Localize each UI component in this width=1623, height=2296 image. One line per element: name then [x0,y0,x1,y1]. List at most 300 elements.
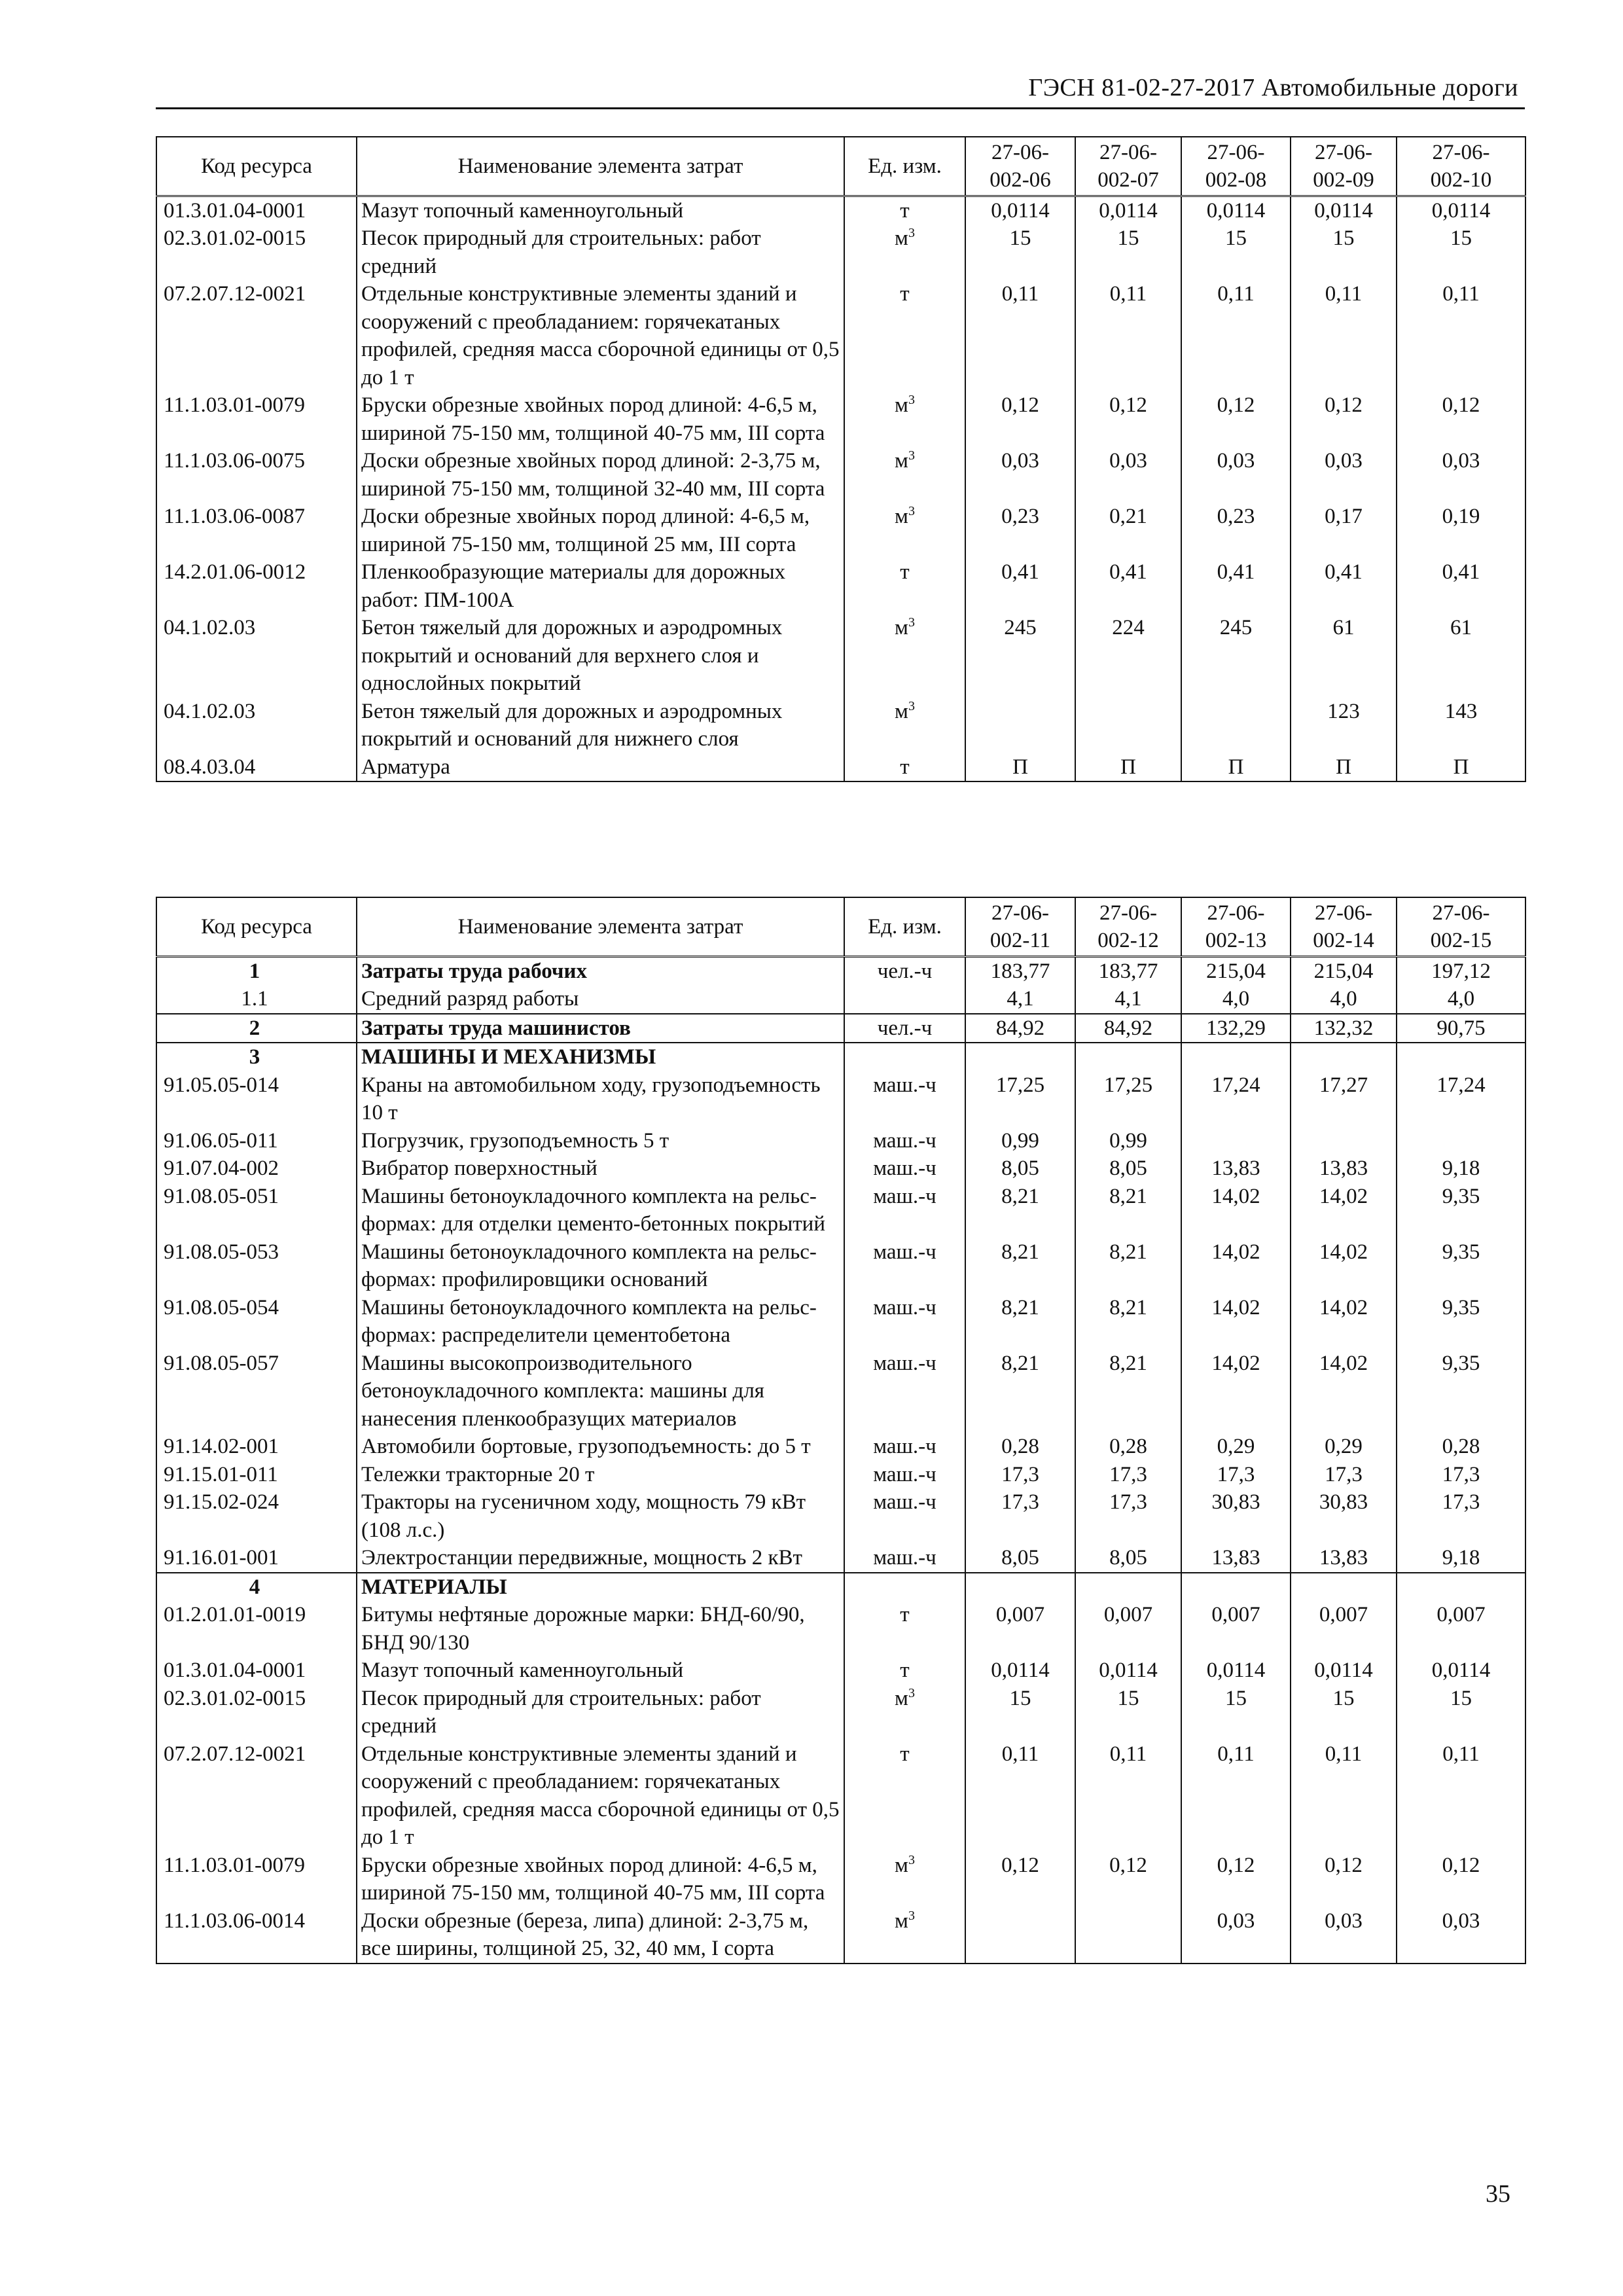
resource-unit: чел.-ч [844,1014,965,1043]
norm-value: 14,02 [1291,1350,1397,1433]
norm-value: 30,83 [1181,1488,1291,1544]
norm-value: 0,03 [1181,1907,1291,1964]
norm-value: 8,05 [965,1544,1075,1573]
norm-value [1397,1127,1525,1155]
norm-value: 224 [1075,614,1181,698]
norm-value: 8,21 [1075,1238,1181,1294]
norm-value: 15 [1397,224,1525,280]
norm-value: 8,21 [1075,1294,1181,1350]
norm-value: 123 [1291,698,1397,753]
table-row [156,1461,1525,1489]
resource-code: 11.1.03.06-0087 [156,503,357,558]
norm-value: 0,41 [965,558,1075,614]
norm-value: 0,11 [1291,280,1397,391]
norm-value: 61 [1397,614,1525,698]
column-header-norm-1: 27-06- 002-06 [965,137,1075,196]
resource-name: Песок природный для строительных: работ средний [357,1685,844,1740]
resource-unit: $м^3$ [844,503,965,558]
norm-value: 14,02 [1181,1238,1291,1294]
norm-value: 0,19 [1397,503,1525,558]
resource-table-1-body [156,196,1525,781]
table-row [156,1043,1525,1071]
resource-code: 11.1.03.01-0079 [156,1852,357,1907]
resource-code: 02.3.01.02-0015 [156,224,357,280]
resource-unit: $м^3$ [844,614,965,698]
norm-value [965,698,1075,753]
norm-value: 13,83 [1291,1544,1397,1573]
norm-value: 14,02 [1291,1238,1397,1294]
resource-code: 91.06.05-011 [156,1127,357,1155]
resource-code: 01.3.01.04-0001 [156,1657,357,1685]
norm-value: 0,007 [1291,1601,1397,1657]
norm-value: 0,11 [1075,280,1181,391]
norm-value: 0,03 [1397,1907,1525,1964]
norm-value: 0,0114 [1291,196,1397,224]
norm-value: П [1181,753,1291,782]
norm-value: 0,12 [1181,391,1291,447]
resource-name: Бруски обрезные хвойных пород длиной: 4-6,5 м, шириной 75-150 мм, толщиной 40-75 мм, III сорта [357,1852,844,1907]
resource-name: Тележки тракторные 20 т [357,1461,844,1489]
resource-unit: маш.-ч [844,1127,965,1155]
norm-value [1075,1907,1181,1964]
norm-value: 30,83 [1291,1488,1397,1544]
norm-value: 8,21 [965,1350,1075,1433]
resource-name: Машины бетоноукладочного комплекта на рельс-формах: распределители цементобетона [357,1294,844,1350]
norm-value: 0,12 [1181,1852,1291,1907]
norm-value [1181,1573,1291,1602]
table-row [156,1657,1525,1685]
resource-code: 04.1.02.03 [156,698,357,753]
norm-value: 9,35 [1397,1238,1525,1294]
resource-unit: т [844,558,965,614]
norm-value: 0,11 [1397,280,1525,391]
resource-unit: т [844,280,965,391]
column-header-name: Наименование элемента затрат [357,897,844,956]
norm-value: 0,17 [1291,503,1397,558]
norm-value [965,1573,1075,1602]
norm-value: 15 [1397,1685,1525,1740]
norm-value: 0,0114 [965,196,1075,224]
table-row [156,1127,1525,1155]
column-header-norm-3: 27-06- 002-08 [1181,137,1291,196]
norm-value: 15 [965,224,1075,280]
table-row [156,447,1525,503]
resource-code: 91.16.01-001 [156,1544,357,1573]
column-header-norm-4: 27-06- 002-14 [1291,897,1397,956]
norm-value: 17,3 [965,1461,1075,1489]
resource-table-2 [156,897,1526,1964]
resource-name: Средний разряд работы [357,985,844,1014]
norm-value: 15 [1075,1685,1181,1740]
norm-value: 0,12 [1075,391,1181,447]
norm-value: 4,1 [965,985,1075,1014]
resource-unit: т [844,1657,965,1685]
norm-value: 0,007 [965,1601,1075,1657]
resource-code: 01.2.01.01-0019 [156,1601,357,1657]
resource-name: Бетон тяжелый для дорожных и аэродромных покрытий и оснований для нижнего слоя [357,698,844,753]
resource-unit: маш.-ч [844,1238,965,1294]
column-header-norm-3: 27-06- 002-13 [1181,897,1291,956]
resource-name: Мазут топочный каменноугольный [357,1657,844,1685]
norm-value: П [1291,753,1397,782]
norm-value: 132,32 [1291,1014,1397,1043]
resource-unit: маш.-ч [844,1155,965,1183]
resource-code: 11.1.03.01-0079 [156,391,357,447]
norm-value: 0,03 [1181,447,1291,503]
norm-value: 9,18 [1397,1155,1525,1183]
norm-value: 15 [1075,224,1181,280]
resource-code: 01.3.01.04-0001 [156,196,357,224]
norm-value: 17,3 [1075,1488,1181,1544]
table-row [156,956,1525,985]
norm-value: 14,02 [1181,1294,1291,1350]
norm-value [965,1043,1075,1071]
column-header-norm-5: 27-06- 002-15 [1397,897,1525,956]
document-header-title: ГЭСН 81-02-27-2017 Автомобильные дороги [1028,74,1518,101]
resource-unit: т [844,1601,965,1657]
resource-name: Отдельные конструктивные элементы зданий и сооружений с преобладанием: горячекатаных профилей, средняя масса сборочной единицы от 0,5 до 1 т [357,280,844,391]
resource-name: Электростанции передвижные, мощность 2 кВт [357,1544,844,1573]
norm-value: 0,007 [1181,1601,1291,1657]
resource-name: Доски обрезные хвойных пород длиной: 4-6,5 м, шириной 75-150 мм, толщиной 25 мм, III сорта [357,503,844,558]
norm-value: 215,04 [1181,956,1291,985]
norm-value: 14,02 [1181,1350,1291,1433]
table-row [156,1685,1525,1740]
resource-name: Пленкообразующие материалы для дорожных работ: ПМ-100А [357,558,844,614]
norm-value: 8,05 [1075,1544,1181,1573]
resource-unit [844,1043,965,1071]
norm-value: 9,35 [1397,1183,1525,1238]
norm-value: 0,41 [1397,558,1525,614]
table-row [156,280,1525,391]
resource-name: Доски обрезные хвойных пород длиной: 2-3,75 м, шириной 75-150 мм, толщиной 32-40 мм, III сорта [357,447,844,503]
resource-name: Отдельные конструктивные элементы зданий и сооружений с преобладанием: горячекатаных профилей, средняя масса сборочной единицы от 0,5 до 1 т [357,1740,844,1852]
norm-value: 0,23 [1181,503,1291,558]
norm-value: 245 [1181,614,1291,698]
norm-value: 0,28 [1075,1433,1181,1461]
norm-value: 13,83 [1291,1155,1397,1183]
table-row [156,1294,1525,1350]
norm-value: 17,3 [1397,1488,1525,1544]
table-row [156,1071,1525,1127]
resource-unit: т [844,196,965,224]
norm-value [1181,1127,1291,1155]
resource-code: 91.14.02-001 [156,1433,357,1461]
norm-value: 183,77 [965,956,1075,985]
resource-name: МАТЕРИАЛЫ [357,1573,844,1602]
resource-unit [844,1573,965,1602]
column-header-norm-2: 27-06- 002-12 [1075,897,1181,956]
resource-code: 04.1.02.03 [156,614,357,698]
resource-code: 02.3.01.02-0015 [156,1685,357,1740]
norm-value [965,1907,1075,1964]
resource-code: 3 [156,1043,357,1071]
norm-value [1397,1573,1525,1602]
column-header-code: Код ресурса [156,137,357,196]
norm-value: 17,24 [1181,1071,1291,1127]
norm-value: 17,27 [1291,1071,1397,1127]
norm-value: 0,41 [1075,558,1181,614]
resource-code: 2 [156,1014,357,1043]
norm-value: 0,007 [1397,1601,1525,1657]
resource-name: МАШИНЫ И МЕХАНИЗМЫ [357,1043,844,1071]
resource-code: 4 [156,1573,357,1602]
column-header-norm-2: 27-06- 002-07 [1075,137,1181,196]
resource-name: Вибратор поверхностный [357,1155,844,1183]
resource-unit: т [844,753,965,782]
norm-value: П [965,753,1075,782]
resource-name: Арматура [357,753,844,782]
norm-value [1291,1043,1397,1071]
resource-name: Бетон тяжелый для дорожных и аэродромных покрытий и оснований для верхнего слоя и однослойных покрытий [357,614,844,698]
norm-value: 0,0114 [1291,1657,1397,1685]
resource-code: 07.2.07.12-0021 [156,1740,357,1852]
norm-value [1075,1043,1181,1071]
norm-value: 84,92 [1075,1014,1181,1043]
norm-value: 14,02 [1291,1294,1397,1350]
norm-value: 183,77 [1075,956,1181,985]
norm-value: 61 [1291,614,1397,698]
resource-code: 07.2.07.12-0021 [156,280,357,391]
column-header-code: Код ресурса [156,897,357,956]
resource-name: Доски обрезные (береза, липа) длиной: 2-3,75 м, все ширины, толщиной 25, 32, 40 мм, I сорта [357,1907,844,1964]
norm-value: 0,99 [965,1127,1075,1155]
norm-value: 8,21 [1075,1350,1181,1433]
resource-code: 91.05.05-014 [156,1071,357,1127]
norm-value: 0,12 [1397,391,1525,447]
norm-value: 0,11 [1181,1740,1291,1852]
norm-value: 0,21 [1075,503,1181,558]
resource-unit: маш.-ч [844,1461,965,1489]
resource-name: Краны на автомобильном ходу, грузоподъемность 10 т [357,1071,844,1127]
page-number: 35 [1486,2180,1510,2208]
norm-value: 0,11 [965,280,1075,391]
norm-value: П [1075,753,1181,782]
norm-value: 245 [965,614,1075,698]
resource-unit: $м^3$ [844,1852,965,1907]
table-row [156,698,1525,753]
table-row [156,558,1525,614]
norm-value: 0,0114 [1397,196,1525,224]
resource-code: 91.08.05-054 [156,1294,357,1350]
norm-value: 9,35 [1397,1350,1525,1433]
resource-code: 91.08.05-051 [156,1183,357,1238]
resource-unit: маш.-ч [844,1183,965,1238]
norm-value: 90,75 [1397,1014,1525,1043]
norm-value: 0,12 [1397,1852,1525,1907]
table-row [156,503,1525,558]
norm-value: 0,11 [1397,1740,1525,1852]
norm-value: 132,29 [1181,1014,1291,1043]
norm-value: 0,99 [1075,1127,1181,1155]
resource-name: Погрузчик, грузоподъемность 5 т [357,1127,844,1155]
table-row [156,1238,1525,1294]
norm-value: П [1397,753,1525,782]
resource-code: 1 [156,956,357,985]
resource-name: Битумы нефтяные дорожные марки: БНД-60/90, БНД 90/130 [357,1601,844,1657]
norm-value: 0,0114 [1075,196,1181,224]
norm-value [1291,1573,1397,1602]
norm-value: 0,007 [1075,1601,1181,1657]
resource-code: 08.4.03.04 [156,753,357,782]
resource-code: 91.08.05-053 [156,1238,357,1294]
norm-value: 143 [1397,698,1525,753]
column-header-norm-5: 27-06- 002-10 [1397,137,1525,196]
header-divider [156,107,1525,109]
table-row [156,196,1525,224]
norm-value: 215,04 [1291,956,1397,985]
column-header-unit: Ед. изм. [844,137,965,196]
norm-value [1075,698,1181,753]
norm-value: 4,0 [1291,985,1397,1014]
resource-unit: маш.-ч [844,1350,965,1433]
norm-value: 15 [1181,1685,1291,1740]
column-header-norm-1: 27-06- 002-11 [965,897,1075,956]
norm-value: 0,28 [965,1433,1075,1461]
norm-value: 0,29 [1181,1433,1291,1461]
resource-unit: чел.-ч [844,956,965,985]
norm-value: 13,83 [1181,1544,1291,1573]
resource-unit: $м^3$ [844,1685,965,1740]
resource-code: 91.15.01-011 [156,1461,357,1489]
norm-value: 0,29 [1291,1433,1397,1461]
norm-value [1181,1043,1291,1071]
norm-value: 0,28 [1397,1433,1525,1461]
resource-unit: $м^3$ [844,1907,965,1964]
resource-table-2-body [156,956,1525,1964]
resource-code: 1.1 [156,985,357,1014]
norm-value [1291,1127,1397,1155]
resource-code: 14.2.01.06-0012 [156,558,357,614]
norm-value [1181,698,1291,753]
resource-name: Машины высокопроизводительного бетоноукладочного комплекта: машины для нанесения пленкообразущих материалов [357,1350,844,1433]
norm-value: 0,11 [1291,1740,1397,1852]
norm-value: 0,41 [1291,558,1397,614]
norm-value: 197,12 [1397,956,1525,985]
table-row [156,1155,1525,1183]
norm-value: 0,12 [965,391,1075,447]
resource-name: Затраты труда машинистов [357,1014,844,1043]
norm-value: 17,3 [965,1488,1075,1544]
table-row [156,1740,1525,1852]
resource-code: 11.1.03.06-0014 [156,1907,357,1964]
resource-unit: маш.-ч [844,1544,965,1573]
norm-value: 0,41 [1181,558,1291,614]
norm-value: 0,03 [1075,447,1181,503]
resource-name: Автомобили бортовые, грузоподъемность: до 5 т [357,1433,844,1461]
table-row [156,1573,1525,1602]
norm-value: 0,03 [1397,447,1525,503]
resource-unit: $м^3$ [844,391,965,447]
norm-value: 14,02 [1291,1183,1397,1238]
table-row [156,753,1525,782]
norm-value: 15 [1181,224,1291,280]
norm-value: 8,21 [1075,1183,1181,1238]
norm-value: 0,0114 [965,1657,1075,1685]
table-row [156,985,1525,1014]
resource-name: Тракторы на гусеничном ходу, мощность 79 кВт (108 л.с.) [357,1488,844,1544]
norm-value: 8,21 [965,1294,1075,1350]
norm-value: 9,35 [1397,1294,1525,1350]
norm-value: 17,24 [1397,1071,1525,1127]
table-row [156,1852,1525,1907]
resource-code: 91.07.04-002 [156,1155,357,1183]
resource-name: Мазут топочный каменноугольный [357,196,844,224]
resource-unit: маш.-ч [844,1488,965,1544]
column-header-norm-4: 27-06- 002-09 [1291,137,1397,196]
table-row [156,1488,1525,1544]
norm-value: 17,3 [1397,1461,1525,1489]
norm-value: 0,12 [1291,1852,1397,1907]
norm-value: 0,12 [1291,391,1397,447]
norm-value: 0,23 [965,503,1075,558]
norm-value: 17,3 [1181,1461,1291,1489]
norm-value: 0,03 [965,447,1075,503]
norm-value: 17,3 [1075,1461,1181,1489]
norm-value: 0,0114 [1181,196,1291,224]
resource-code: 91.15.02-024 [156,1488,357,1544]
resource-unit: маш.-ч [844,1071,965,1127]
norm-value: 0,03 [1291,447,1397,503]
resource-unit: $м^3$ [844,447,965,503]
norm-value: 8,21 [965,1238,1075,1294]
resource-table-1 [156,136,1526,782]
table-row [156,1907,1525,1964]
norm-value: 0,0114 [1181,1657,1291,1685]
resource-unit: $м^3$ [844,698,965,753]
table-row [156,1183,1525,1238]
table-row [156,614,1525,698]
table-row [156,391,1525,447]
norm-value: 8,05 [1075,1155,1181,1183]
norm-value: 13,83 [1181,1155,1291,1183]
table-row [156,224,1525,280]
norm-value: 0,03 [1291,1907,1397,1964]
resource-unit: маш.-ч [844,1433,965,1461]
norm-value: 0,12 [965,1852,1075,1907]
norm-value: 15 [1291,1685,1397,1740]
table-row [156,1433,1525,1461]
norm-value [1397,1043,1525,1071]
norm-value: 4,0 [1181,985,1291,1014]
table-row [156,1014,1525,1043]
norm-value: 4,0 [1397,985,1525,1014]
resource-code: 91.08.05-057 [156,1350,357,1433]
norm-value: 17,3 [1291,1461,1397,1489]
norm-value: 8,21 [965,1183,1075,1238]
norm-value: 0,11 [965,1740,1075,1852]
norm-value: 17,25 [1075,1071,1181,1127]
table-row [156,1601,1525,1657]
norm-value [1075,1573,1181,1602]
norm-value: 15 [965,1685,1075,1740]
resource-name: Машины бетоноукладочного комплекта на рельс-формах: для отделки цементо-бетонных покрытий [357,1183,844,1238]
column-header-name: Наименование элемента затрат [357,137,844,196]
norm-value: 14,02 [1181,1183,1291,1238]
resource-name: Затраты труда рабочих [357,956,844,985]
norm-value: 0,11 [1075,1740,1181,1852]
resource-unit: маш.-ч [844,1294,965,1350]
resource-unit: $м^3$ [844,224,965,280]
resource-unit [844,985,965,1014]
resource-code: 11.1.03.06-0075 [156,447,357,503]
norm-value: 15 [1291,224,1397,280]
resource-name: Бруски обрезные хвойных пород длиной: 4-6,5 м, шириной 75-150 мм, толщиной 40-75 мм, III сорта [357,391,844,447]
norm-value: 0,0114 [1397,1657,1525,1685]
norm-value: 17,25 [965,1071,1075,1127]
norm-value: 84,92 [965,1014,1075,1043]
table-row [156,1350,1525,1433]
